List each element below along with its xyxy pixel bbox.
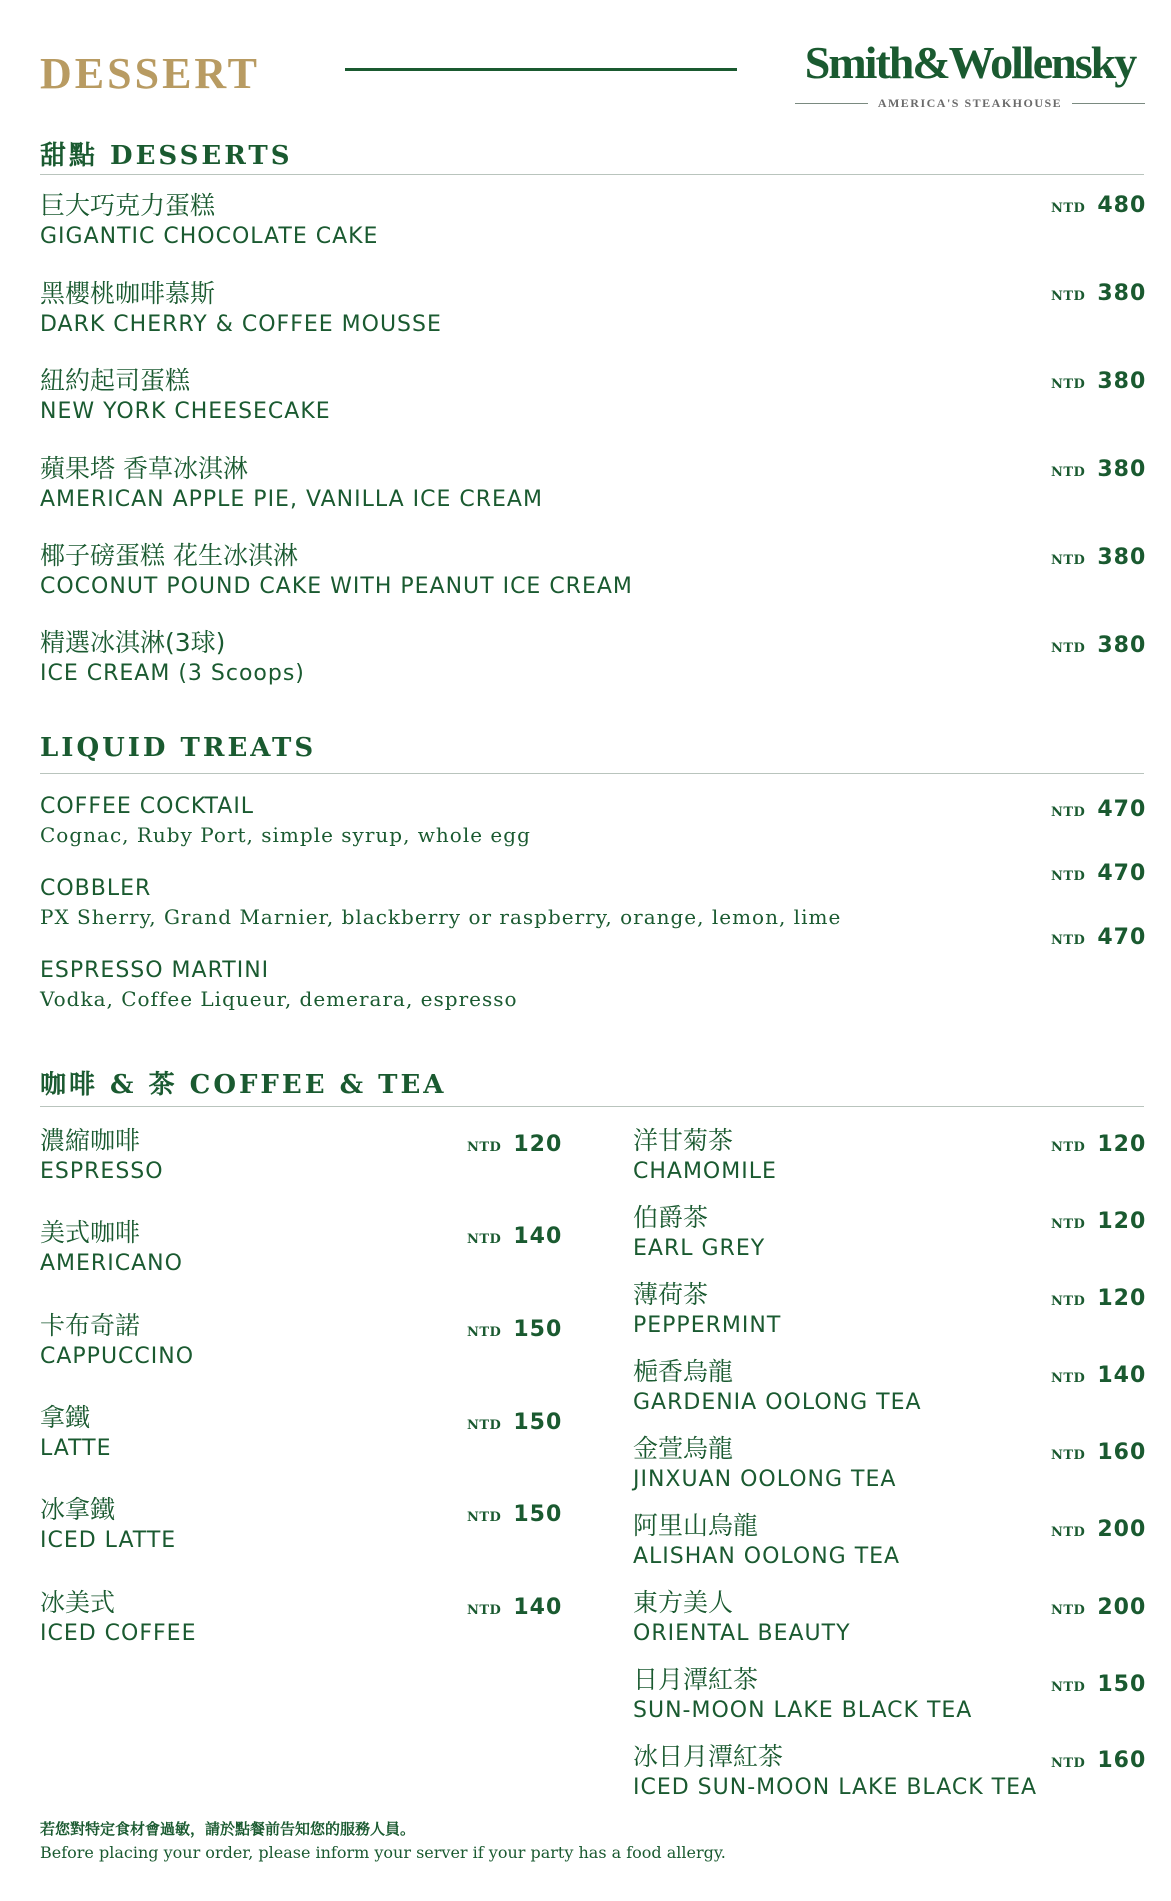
item-price: NTD 140 [467, 1595, 563, 1620]
item-name-en: ICED LATTE [40, 1528, 177, 1553]
item-name-zh: 紐約起司蛋糕 [40, 366, 191, 395]
item-description: Vodka, Coffee Liqueur, demerara, espresso [40, 987, 518, 1011]
item-price: NTD 200 [1051, 1595, 1147, 1620]
item-name-en: EARL GREY [633, 1236, 766, 1261]
item-name-zh: 卡布奇諾 [40, 1311, 141, 1340]
tea-item [633, 1202, 765, 1264]
dessert-item [40, 540, 633, 602]
item-name-en: GARDENIA OOLONG TEA [633, 1390, 922, 1415]
item-price: NTD 150 [1051, 1672, 1147, 1697]
item-price: NTD 120 [1051, 1286, 1147, 1311]
brand-tagline: AMERICA'S STEAKHOUSE [877, 96, 1063, 110]
tea-item [633, 1356, 922, 1418]
item-name-zh: 阿里山烏龍 [633, 1511, 759, 1540]
item-name-en: ALISHAN OOLONG TEA [633, 1544, 901, 1569]
cocktail-item [40, 792, 531, 848]
tea-item [633, 1664, 972, 1726]
brand-tagline-row [795, 96, 1145, 111]
item-name-zh: 美式咖啡 [40, 1218, 141, 1247]
item-name-zh: 拿鐵 [40, 1403, 91, 1432]
item-price: NTD 160 [1051, 1440, 1147, 1465]
item-name-en: SUN-MOON LAKE BLACK TEA [633, 1698, 973, 1723]
item-price: NTD 470 [1051, 861, 1147, 886]
cocktail-item [40, 874, 841, 930]
item-name-zh: 冰日月潭紅茶 [633, 1742, 784, 1771]
item-name-zh: 東方美人 [633, 1588, 734, 1617]
allergy-notice-zh: 若您對特定食材會過敏，請於點餐前告知您的服務人員。 [40, 1820, 416, 1838]
dessert-item [40, 365, 331, 427]
coffee-item [40, 1402, 112, 1464]
item-name-en: ESPRESSO MARTINI [40, 958, 270, 983]
item-name-en: CAPPUCCINO [40, 1344, 195, 1369]
dessert-item [40, 453, 543, 515]
cocktail-item [40, 956, 518, 1012]
item-name-en: AMERICAN APPLE PIE, VANILLA ICE CREAM [40, 487, 543, 512]
item-name-en: JINXUAN OOLONG TEA [633, 1467, 897, 1492]
tea-item [633, 1125, 777, 1187]
item-name-zh: 日月潭紅茶 [633, 1665, 759, 1694]
item-name-zh: 冰拿鐵 [40, 1495, 116, 1524]
item-name-zh: 金萱烏龍 [633, 1434, 734, 1463]
item-name-zh: 薄荷茶 [633, 1280, 709, 1309]
item-name-en: COBBLER [40, 876, 152, 901]
tea-item [633, 1741, 1037, 1803]
item-price: NTD 470 [1051, 797, 1147, 822]
tagline-rule-right [1072, 103, 1145, 104]
dessert-item [40, 278, 442, 340]
coffee-item [40, 1587, 196, 1649]
item-name-en: ICED SUN-MOON LAKE BLACK TEA [633, 1775, 1038, 1800]
item-name-en: COFFEE COCKTAIL [40, 794, 255, 819]
item-price: NTD 380 [1051, 281, 1147, 306]
item-name-en: DARK CHERRY & COFFEE MOUSSE [40, 312, 442, 337]
item-price: NTD 120 [1051, 1209, 1147, 1234]
item-price: NTD 380 [1051, 457, 1147, 482]
tea-item [633, 1587, 851, 1649]
item-name-zh: 濃縮咖啡 [40, 1126, 141, 1155]
item-price: NTD 150 [467, 1410, 563, 1435]
item-description: Cognac, Ruby Port, simple syrup, whole egg [40, 823, 531, 847]
item-name-zh: 精選冰淇淋(3球) [40, 628, 226, 657]
item-name-en: COCONUT POUND CAKE WITH PEANUT ICE CREAM [40, 574, 633, 599]
item-price: NTD 160 [1051, 1748, 1147, 1773]
item-description: PX Sherry, Grand Marnier, blackberry or raspberry, orange, lemon, lime [40, 905, 842, 929]
item-price: NTD 120 [1051, 1132, 1147, 1157]
item-price: NTD 480 [1051, 193, 1147, 218]
item-name-en: ORIENTAL BEAUTY [633, 1621, 851, 1646]
item-price: NTD 150 [467, 1317, 563, 1342]
item-name-en: ICE CREAM (3 Scoops) [40, 661, 305, 686]
title-divider [345, 68, 737, 71]
desserts-divider [40, 174, 1144, 175]
tagline-rule-left [795, 103, 868, 104]
item-name-zh: 巨大巧克力蛋糕 [40, 191, 216, 220]
dessert-item [40, 627, 305, 689]
item-price: NTD 120 [467, 1132, 563, 1157]
item-price: NTD 380 [1051, 633, 1147, 658]
coffee-item [40, 1217, 183, 1279]
brand-name: Smith&Wollensky [804, 37, 1136, 88]
item-price: NTD 380 [1051, 545, 1147, 570]
item-name-en: LATTE [40, 1436, 112, 1461]
coffee-item [40, 1494, 176, 1556]
item-name-en: PEPPERMINT [633, 1313, 782, 1338]
coffee-item [40, 1310, 194, 1372]
item-name-zh: 椰子磅蛋糕 花生冰淇淋 [40, 541, 298, 570]
tea-item [633, 1433, 896, 1495]
item-price: NTD 140 [1051, 1363, 1147, 1388]
item-price: NTD 200 [1051, 1517, 1147, 1542]
item-price: NTD 150 [467, 1502, 563, 1527]
desserts-heading: 甜點 DESSERTS [40, 141, 293, 171]
allergy-notice-en: Before placing your order, please inform your server if your party has a food allergy. [40, 1843, 726, 1862]
page-title: DESSERT [40, 49, 260, 98]
coffee-item [40, 1125, 164, 1187]
item-name-en: ESPRESSO [40, 1159, 164, 1184]
item-name-zh: 蘋果塔 香草冰淇淋 [40, 454, 248, 483]
item-price: NTD 140 [467, 1224, 563, 1249]
coffee-tea-divider [40, 1106, 1144, 1107]
tea-item [633, 1279, 781, 1341]
tea-item [633, 1510, 900, 1572]
item-name-en: NEW YORK CHEESECAKE [40, 399, 331, 424]
liquid-treats-heading: LIQUID TREATS [40, 733, 317, 763]
item-name-zh: 伯爵茶 [633, 1203, 709, 1232]
item-name-en: GIGANTIC CHOCOLATE CAKE [40, 224, 379, 249]
item-name-zh: 洋甘菊茶 [633, 1126, 734, 1155]
item-name-en: CHAMOMILE [633, 1159, 777, 1184]
liquid-treats-divider [40, 773, 1144, 774]
coffee-tea-heading: 咖啡 & 茶 COFFEE & TEA [40, 1070, 447, 1100]
item-name-zh: 冰美式 [40, 1588, 116, 1617]
item-name-en: ICED COFFEE [40, 1621, 197, 1646]
item-price: NTD 470 [1051, 925, 1147, 950]
item-name-en: AMERICANO [40, 1251, 183, 1276]
brand-logo [795, 37, 1145, 111]
item-name-zh: 黑櫻桃咖啡慕斯 [40, 279, 216, 308]
dessert-item [40, 190, 378, 252]
item-name-zh: 梔香烏龍 [633, 1357, 734, 1386]
item-price: NTD 380 [1051, 369, 1147, 394]
